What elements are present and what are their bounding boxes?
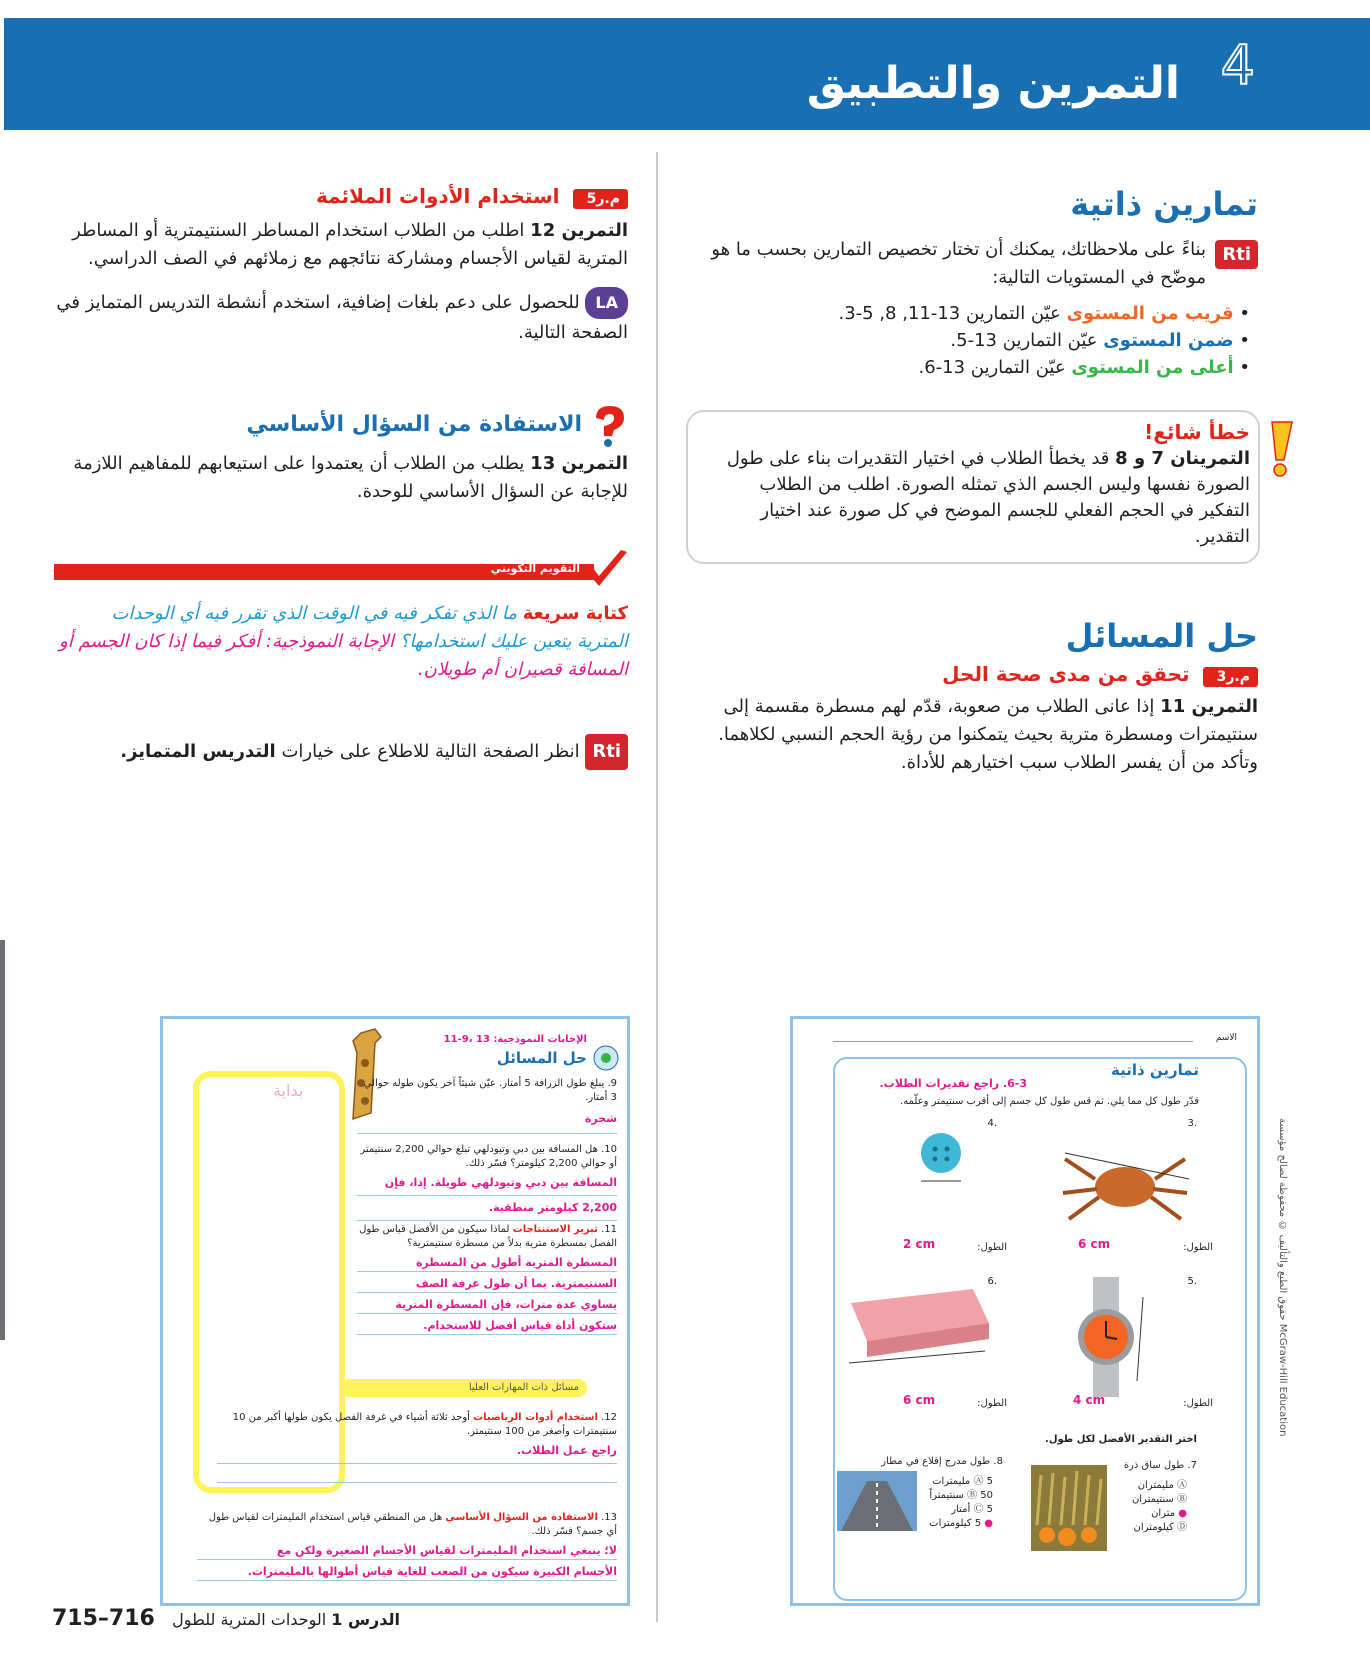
button-image [911,1129,971,1189]
problem-solving-heading: حل المسائل [1065,617,1258,655]
length-label-6: الطول: [977,1398,1007,1409]
question-mark-icon [590,404,628,448]
levels-list [698,300,1258,381]
self-practice-intro: بناءً على ملاحظاتك، يمكنك أن تختار تخصيص التمارين بحسب ما هو موضّح في المستويات التالية: [711,239,1206,288]
tools-heading: استخدام الأدوات الملائمة [316,184,560,208]
name-label: الاسم [1215,1033,1237,1043]
sheet-right-heading: تمارين ذاتية [1110,1061,1199,1079]
sheet-left-heading: حل المسائل [496,1049,587,1067]
formative-label: التقويم التكويني [490,562,580,575]
problem-solving-subheading: تحقق من مدى صحة الحل [942,662,1190,686]
length-label-3: الطول: [1183,1242,1213,1253]
mp3-tag: م.ر3 [1203,667,1258,687]
q10: 10. هل المسافة بين دبي وتيودلهي تبلغ حوالي 2,200 سنتيمتر أو حوالي 2,200 كيلومتر؟ فسّر ذلك. المسافة بين دبي وتيودلهي طويلة. إذا، فإن 2,200 كيلومتر منطقية. [357,1143,617,1221]
tools-section [48,184,628,347]
problem-solving-icon [593,1045,619,1071]
name-line [833,1041,1193,1042]
exclamation-icon [1264,420,1294,478]
best-estimate: اختر التقدير الأفضل لكل طول. [1045,1434,1197,1445]
crab-image [1055,1139,1195,1229]
q8: 8. طول مدرج إقلاع في مطار [881,1456,1003,1467]
problem-solving-section [688,614,1258,777]
formative-text: كتابة سريعة ما الذي تفكر فيه في الوقت الذي تقرر فيه أي الوحدات المترية يتعين عليك استخدامها؟ الإجابة النموذجية: أفكر فيما إذا كان الجسم أو المسافة قصيران أم طويلان. [59,603,628,680]
worksheet-right [790,1016,1260,1606]
la-badge: LA [585,287,628,319]
essential-question-text: التمرين 13 يطلب من الطلاب أن يعتمدوا على استيعابهم للمفاهيم اللازمة للإجابة عن السؤال الأساسي للوحدة. [73,453,628,502]
value-6: 6 cm [903,1393,936,1407]
answers-label: الإجابات النموذجية: 13 ،9-11 [443,1034,587,1045]
q13: 13. الاستفادة من السؤال الأساسي هل من المنطقي قياس استخدام المليمترات لقياس طول أي جسم؟ فسّر ذلك. لا؛ ينبغي استخدام المليمترات لقياس الأجسام الصغيرة ولكن مع الأجسام الكبيرة سيكون من الصعب للغاية قياس أطوالها بالمليمترات. [197,1511,617,1581]
lesson-number: 4 [1220,34,1255,97]
problem-solving-text: التمرين 11 إذا عانى الطلاب من صعوبة، قدّم لهم مسطرة مقسمة إلى سنتيمترات ومسطرة مترية بحيث يتمكنوا من رؤية الحجم النسبي لكلاهما. وتأكد من أن يفسر الطلاب سبب اختيارهم للأداة. [718,696,1258,773]
rti-note: Rti انظر الصفحة التالية للاطلاع على خيارات التدريس المتمايز. [48,734,628,770]
tools-text: التمرين 12 اطلب من الطلاب استخدام المساطر السنتيمترية أو المساطر المترية لقياس الأجسام ومشاركة نتائجهم مع زملائهم في الصف الدراسي. [72,220,628,269]
mp5-tag: م.ر5 [573,189,628,209]
q7: 7. طول ساق ذرة [1123,1460,1197,1471]
level-approaching: • قريب من المستوى عيّن التمارين 13-11, 8, 5-3. [838,303,1250,324]
column-divider [656,152,658,1622]
margin-note-word: بداية [273,1081,304,1100]
item4-num: 4. [987,1118,997,1129]
runway-image [837,1471,917,1531]
footer-lesson: الدرس 1 الوحدات المترية للطول [172,1610,400,1629]
worksheet-left [160,1016,630,1606]
level-on: • ضمن المستوى عيّن التمارين 13-5. [950,330,1250,351]
self-practice-section [698,182,1258,381]
level-beyond: • أعلى من المستوى عيّن التمارين 13-6. [918,357,1250,378]
item5-num: 5. [1187,1276,1197,1287]
q7-options: Ⓐ مليمتران Ⓑ سنتيمتران ● متران Ⓓ كيلومتران [1131,1480,1187,1533]
length-label-5: الطول: [1183,1398,1213,1409]
eraser-image [843,1283,993,1373]
sheet-right-sub: 6-3. راجع تقديرات الطلاب. [879,1077,1027,1090]
rti-badge: Rti [1215,240,1258,269]
la-note: LA للحصول على دعم بلغات إضافية، استخدم أنشطة التدريس المتمايز في الصفحة التالية. [48,287,628,347]
essential-question-heading: الاستفادة من السؤال الأساسي [246,412,582,437]
value-4: 2 cm [903,1237,936,1251]
common-mistake-content [720,418,1250,550]
item3-num: 3. [1187,1118,1197,1129]
q8-options: Ⓐ 5 مليمترات Ⓑ 50 سنتيمتراً Ⓒ 5 أمتار ● 5 كيلومترات [929,1476,993,1529]
common-mistake-text: التمرينان 7 و 8 قد يخطأ الطلاب في اختيار التقديرات بناء على طول الصورة نفسها وليس الجسم الذي تمثله الصورة. اطلب من الطلاب التفكير في الحجم الفعلي للجسم الموضح في كل صورة عند اختيار التقدير. [726,448,1250,547]
checkmark-icon [585,548,629,590]
common-mistake-heading: خطأ شائع! [1144,420,1250,444]
self-practice-heading: تمارين ذاتية [1070,185,1258,223]
page-edge-bar [0,940,5,1340]
length-label-4: الطول: [977,1242,1007,1253]
page-title: التمرين والتطبيق [806,58,1180,109]
rti-badge-left: Rti [585,734,628,770]
q11: 11. تبرير الاستنتاجات لماذا سيكون من الأفضل قياس طول الفصل بمسطرة مترية بدلاً من مسطرة سنتيمترية؟ المسطرة المترية أطول من المسطرة السنتيمترية. بما أن طول غرفة الصف يساوي عدة مترات، فإن المسطرة المترية ستكون أداة قياس أفضل للاستخدام. [357,1223,617,1335]
copyright-side: حقوق الطبع والتأليف © محفوظة لصالح مؤسسة McGraw-Hill Education [1277,1118,1288,1437]
hots-band: مسائل ذات المهارات العليا [339,1379,587,1397]
q9: 9. يبلغ طول الزرافة 5 أمتار. عيّن شيئاً آخر يكون طوله حوالي 3 أمتار. شجرة [357,1077,617,1134]
sheet-right-instruction: قدّر طول كل مما يلي. ثم قس طول كل جسم إلى أقرب سنتيمتر وعلّمه. [900,1096,1199,1107]
q12: 12. استخدام أدوات الرياضيات أوجد ثلاثة أشياء في غرفة الفصل يكون طولها أكبر من 10 سنتيمترات وأصغر من 100 سنتيمتر. راجع عمل الطلاب. [217,1411,617,1483]
page-numbers: 715–716 [52,1606,155,1631]
value-3: 6 cm [1078,1237,1111,1251]
watch-image [1063,1277,1153,1397]
essential-question-section [48,410,628,506]
corn-image [1031,1465,1107,1551]
item6-num: 6. [987,1276,997,1287]
value-5: 4 cm [1073,1393,1106,1407]
